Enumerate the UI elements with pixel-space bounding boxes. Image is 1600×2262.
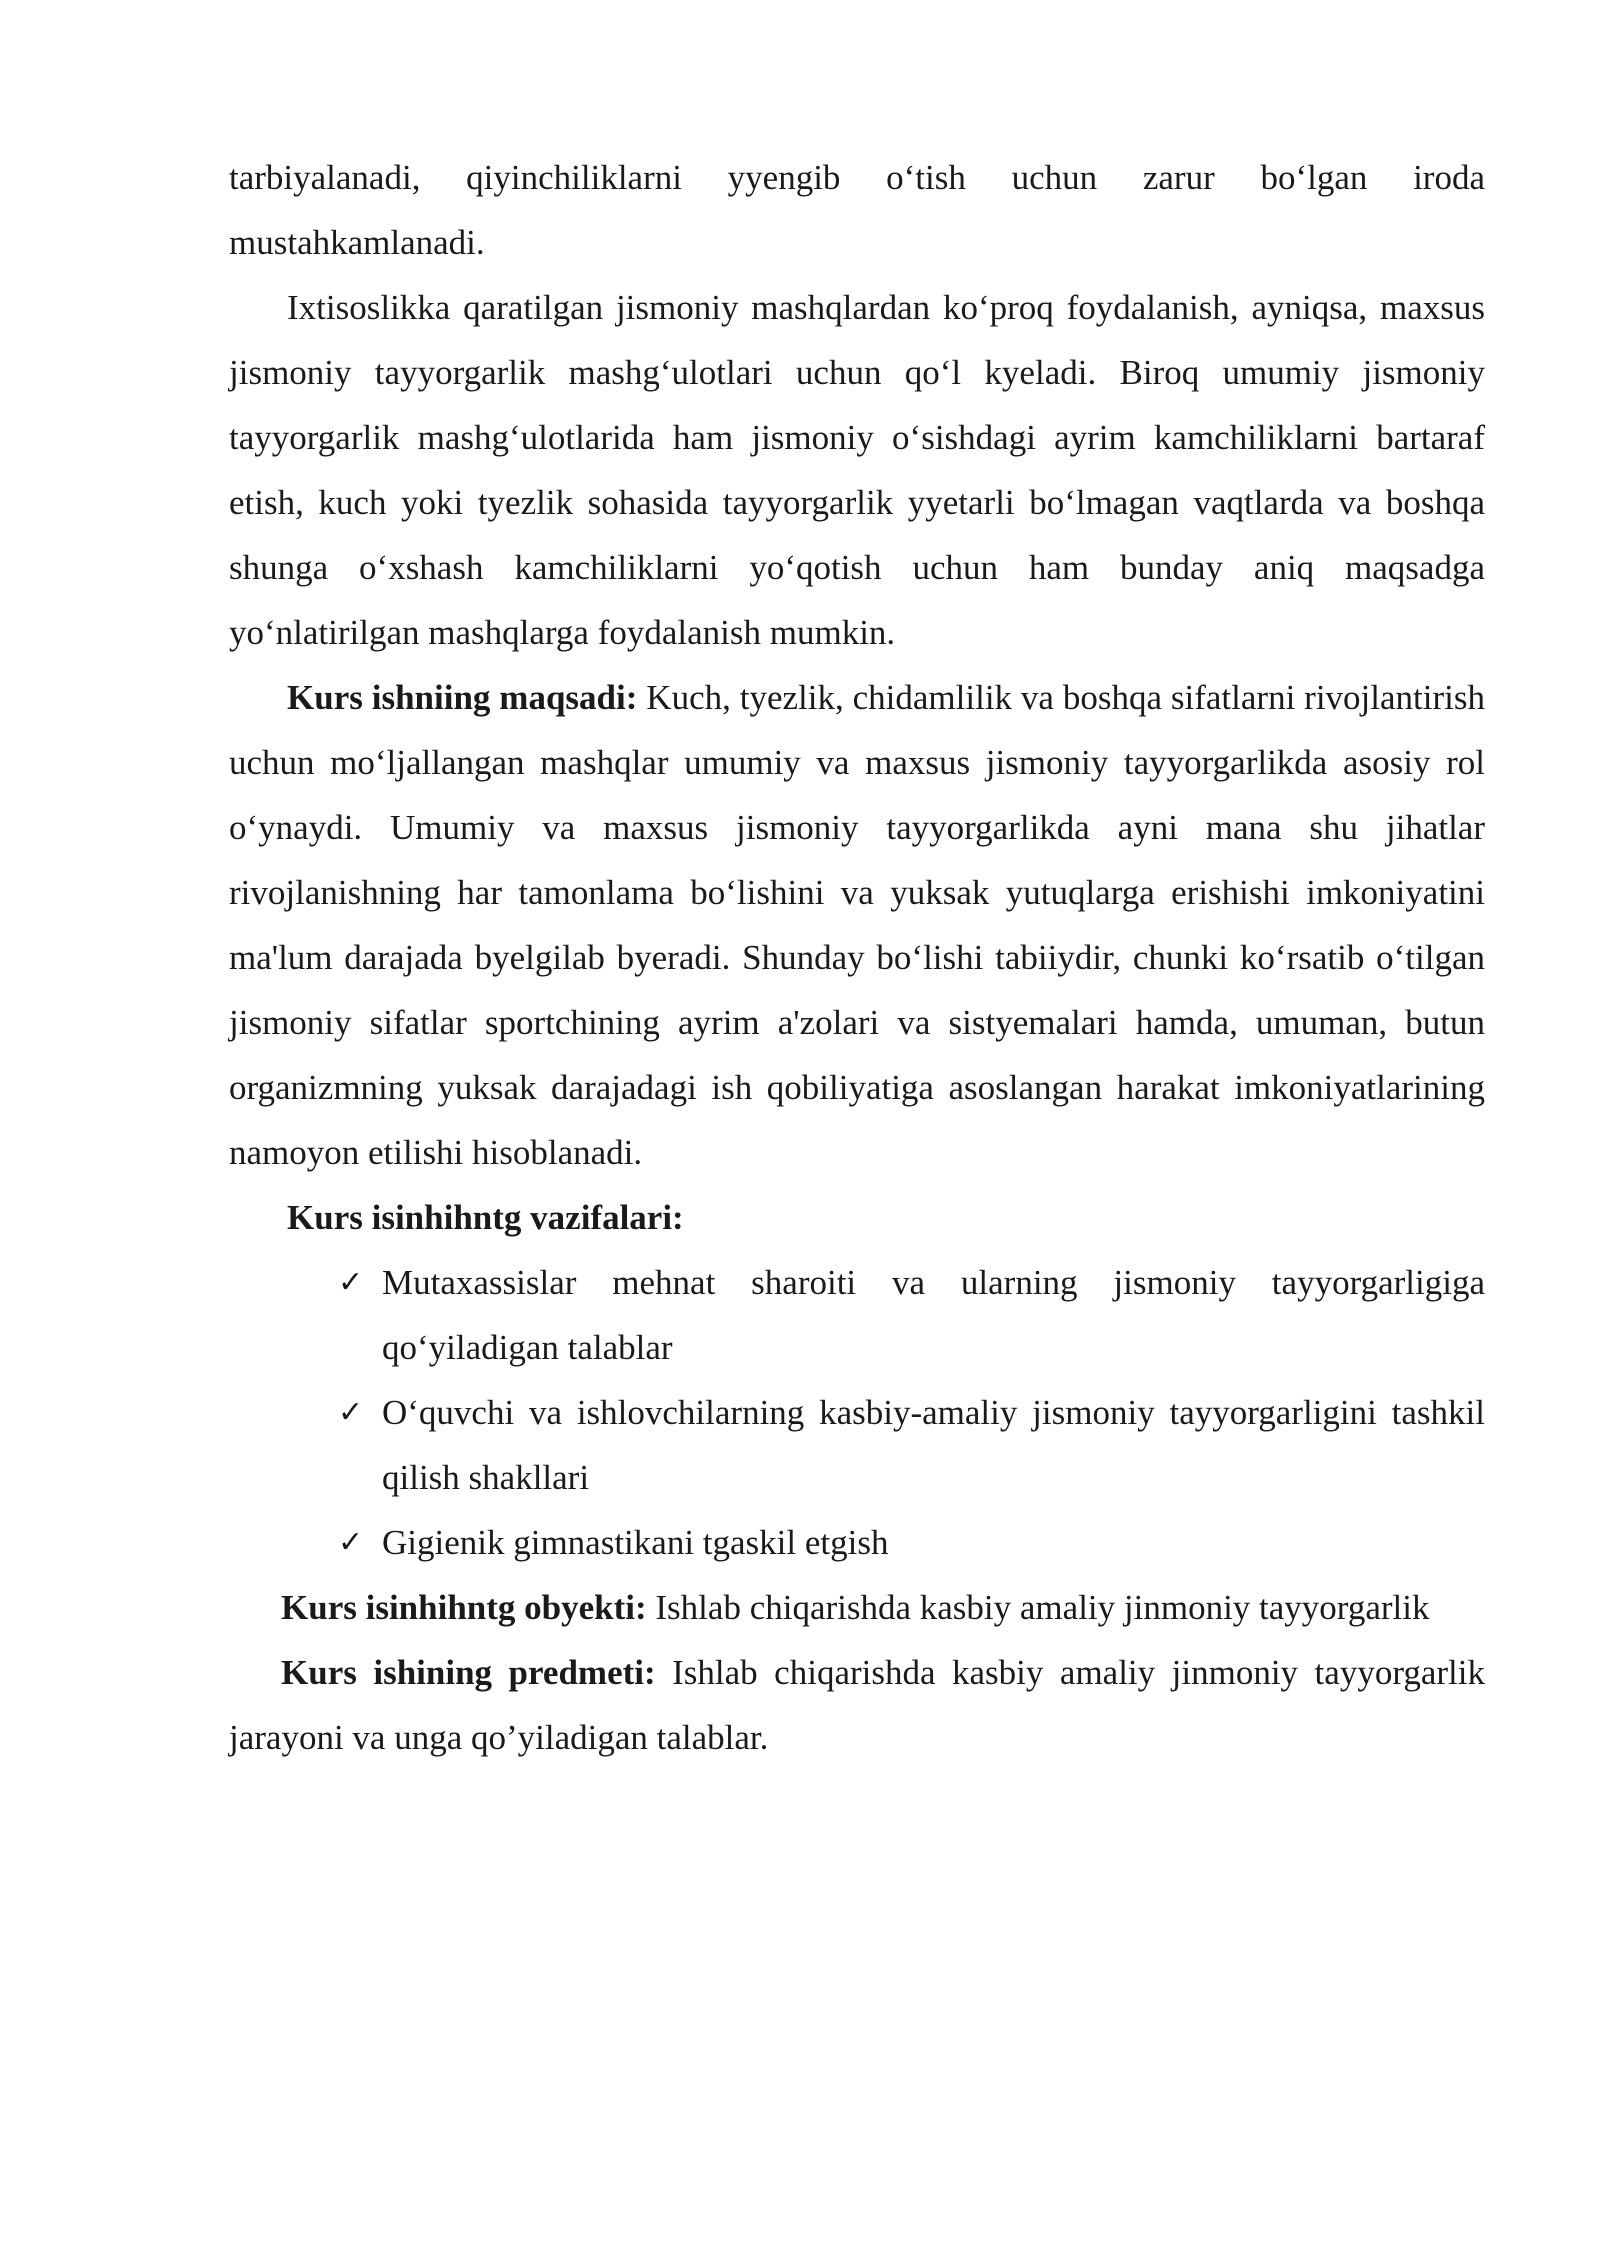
subject-text: Ishlab chiqarishda kasbiy amaliy jinmoniy tayyorgarlik jarayoni va unga qo’yiladigan talablar. [229,1653,1485,1757]
task-text: Mutaxassislar mehnat sharoiti va ularning jismoniy tayyorgarligiga qo‘yiladigan talablar [382,1263,1485,1367]
object-text: Ishlab chiqarishda kasbiy amaliy jinmoniy tayyorgarlik [646,1588,1430,1627]
document-page [229,145,1485,1770]
checkmark-icon: ✓ [338,1395,364,1430]
list-item [338,1510,1485,1575]
goal-text: Kuch, tyezlik, chidamlilik va boshqa sifatlarni rivojlantirish uchun mo‘ljallangan mashqlar umumiy va maxsus jismoniy tayyorgarlikda asosiy rol o‘ynaydi. Umumiy va maxsus jismoniy tayyorgarlikda ayni mana shu jihatlar rivojlanishning har tamonlama bo‘lishini va yuksak yutuqlarga erishishi imkoniyatini ma'lum darajada byelgilab byeradi. Shunday bo‘lishi tabiiydir, chunki ko‘rsatib o‘tilgan jismoniy sifatlar sportchining ayrim a'zolari va sistyemalari hamda, umuman, butun organizmning yuksak darajadagi ish qobiliyatiga asoslangan harakat imkoniyatlarining namoyon etilishi hisoblanadi. [229,678,1485,1172]
checkmark-icon: ✓ [338,1265,364,1300]
task-text: O‘quvchi va ishlovchilarning kasbiy-amaliy jismoniy tayyorgarligini tashkil qilish shakllari [382,1393,1485,1497]
paragraph-goal [229,665,1485,1185]
object-label: Kurs isinhihntg obyekti: [281,1588,647,1627]
task-text: Gigienik gimnastikani tgaskil etgish [382,1523,889,1562]
paragraph-continuation: tarbiyalanadi, qiyinchiliklarni yyengib o‘tish uchun zarur bo‘lgan iroda mustahkamlanadi. [229,158,1485,262]
checkmark-icon: ✓ [338,1525,364,1560]
list-item [338,1250,1485,1380]
paragraph-subject [229,1640,1485,1770]
subject-label: Kurs ishining predmeti: [281,1653,656,1692]
goal-label: Kurs ishniing maqsadi: [287,678,638,717]
tasks-list [229,1250,1485,1575]
paragraph-specialization: Ixtisoslikka qaratilgan jismoniy mashqlardan ko‘proq foydalanish, ayniqsa, maxsus jismoniy tayyorgarlik mashg‘ulotlari uchun qo‘l kyeladi. Biroq umumiy jismoniy tayyorgarlik mashg‘ulotlarida ham jismoniy o‘sishdagi ayrim kamchiliklarni bartaraf etish, kuch yoki tyezlik sohasida tayyorgarlik yyetarli bo‘lmagan vaqtlarda va boshqa shunga o‘xshash kamchiliklarni yo‘qotish uchun ham bunday aniq maqsadga yo‘nlatirilgan mashqlarga foydalanish mumkin. [229,288,1485,652]
list-item [338,1380,1485,1510]
tasks-heading: Kurs isinhihntg vazifalari: [287,1198,684,1237]
paragraph-object [229,1575,1485,1640]
